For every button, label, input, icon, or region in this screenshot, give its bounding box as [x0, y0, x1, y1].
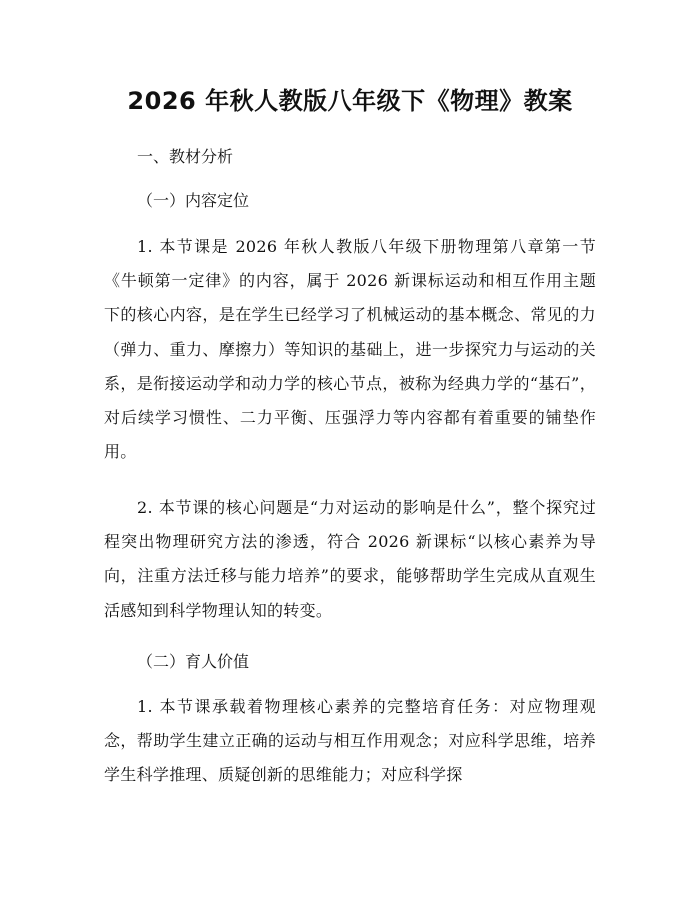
subsection-heading-content-positioning: （一）内容定位 [137, 191, 250, 210]
section-heading-textbook-analysis: 一、教材分析 [137, 147, 234, 166]
paragraph-educational-value-1: 1. 本节课承载着物理核心素养的完整培育任务：对应物理观念，帮助学生建立正确的运动与相互作用观念；对应科学思维，培养学生科学推理、质疑创新的思维能力；对应科学探 [104, 697, 596, 785]
paragraph-content-positioning-1: 1. 本节课是 2026 年秋人教版八年级下册物理第八章第一节《牛顿第一定律》的内容，属于 2026 新课标运动和相互作用主题下的核心内容，是在学生已经学习了机械运动的基本概念、常见的力（弹力、重力、摩擦力）等知识的基础上，进一步探究力与运动的关系，是衔接运动学和动力学的核心节点，被称为经典力学的“基石”，对后续学习惯性、二力平衡、压强浮力等内容都有着重要的铺垫作用。 [104, 237, 596, 462]
paragraph-content-positioning-2: 2. 本节课的核心问题是“力对运动的影响是什么”，整个探究过程突出物理研究方法的渗透，符合 2026 新课标“以核心素养为导向，注重方法迁移与能力培养”的要求，能够帮助学生完成从直观生活感知到科学物理认知的转变。 [104, 498, 596, 620]
document-title: 2026 年秋人教版八年级下《物理》教案 [127, 87, 573, 115]
subsection-heading-educational-value: （二）育人价值 [137, 652, 250, 671]
